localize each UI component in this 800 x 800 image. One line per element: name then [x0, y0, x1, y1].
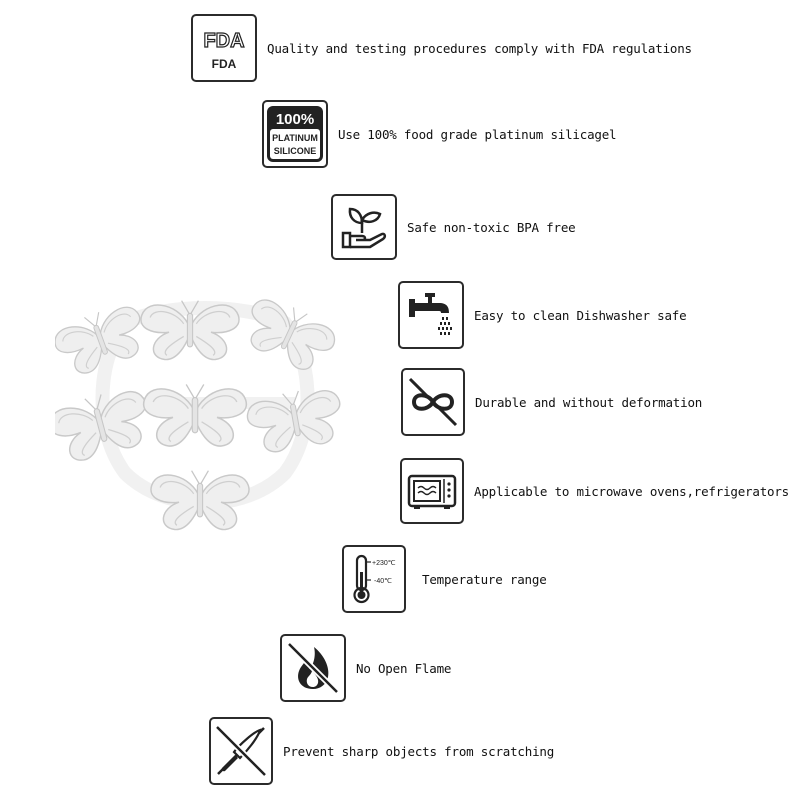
svg-text:FDA: FDA — [203, 30, 245, 52]
feature-label: Applicable to microwave ovens,refrigerators — [474, 483, 790, 499]
svg-text:-40℃: -40℃ — [374, 578, 392, 585]
feature-bpa-free — [331, 194, 576, 260]
feature-label: Temperature range — [422, 571, 547, 587]
no-knife-icon — [209, 717, 273, 785]
infinity-crossed-icon — [401, 368, 465, 436]
thermometer-icon — [342, 545, 406, 613]
feature-label: Safe non-toxic BPA free — [407, 219, 576, 235]
feature-label: No Open Flame — [356, 660, 452, 676]
faucet-icon — [398, 281, 464, 349]
svg-text:FDA: FDA — [211, 57, 237, 71]
feature-label: Quality and testing procedures comply with FDA regulations — [267, 40, 692, 56]
feature-label: Use 100% food grade platinum silicagel — [338, 126, 617, 142]
feature-dishwasher-safe — [398, 281, 686, 349]
fda-icon — [191, 14, 257, 82]
feature-no-sharp-objects — [209, 717, 554, 785]
svg-text:100%: 100% — [275, 111, 315, 128]
feature-fda — [191, 14, 692, 82]
no-flame-icon — [280, 634, 346, 702]
microwave-icon — [400, 458, 464, 524]
platinum-silicone-icon — [262, 100, 328, 168]
feature-microwave — [400, 458, 789, 524]
feature-label: Easy to clean Dishwasher safe — [474, 307, 687, 323]
plant-hand-icon — [331, 194, 397, 260]
feature-no-open-flame — [280, 634, 451, 702]
feature-label: Durable and without deformation — [475, 394, 703, 410]
butterfly-mold-image — [55, 283, 355, 543]
svg-text:PLATINUM: PLATINUM — [272, 133, 318, 143]
feature-label: Prevent sharp objects from scratching — [283, 743, 555, 759]
svg-text:+230℃: +230℃ — [372, 560, 396, 567]
feature-platinum-silicone — [262, 100, 616, 168]
svg-text:SILICONE: SILICONE — [273, 146, 317, 156]
feature-temperature — [342, 545, 547, 613]
feature-durable — [401, 368, 702, 436]
